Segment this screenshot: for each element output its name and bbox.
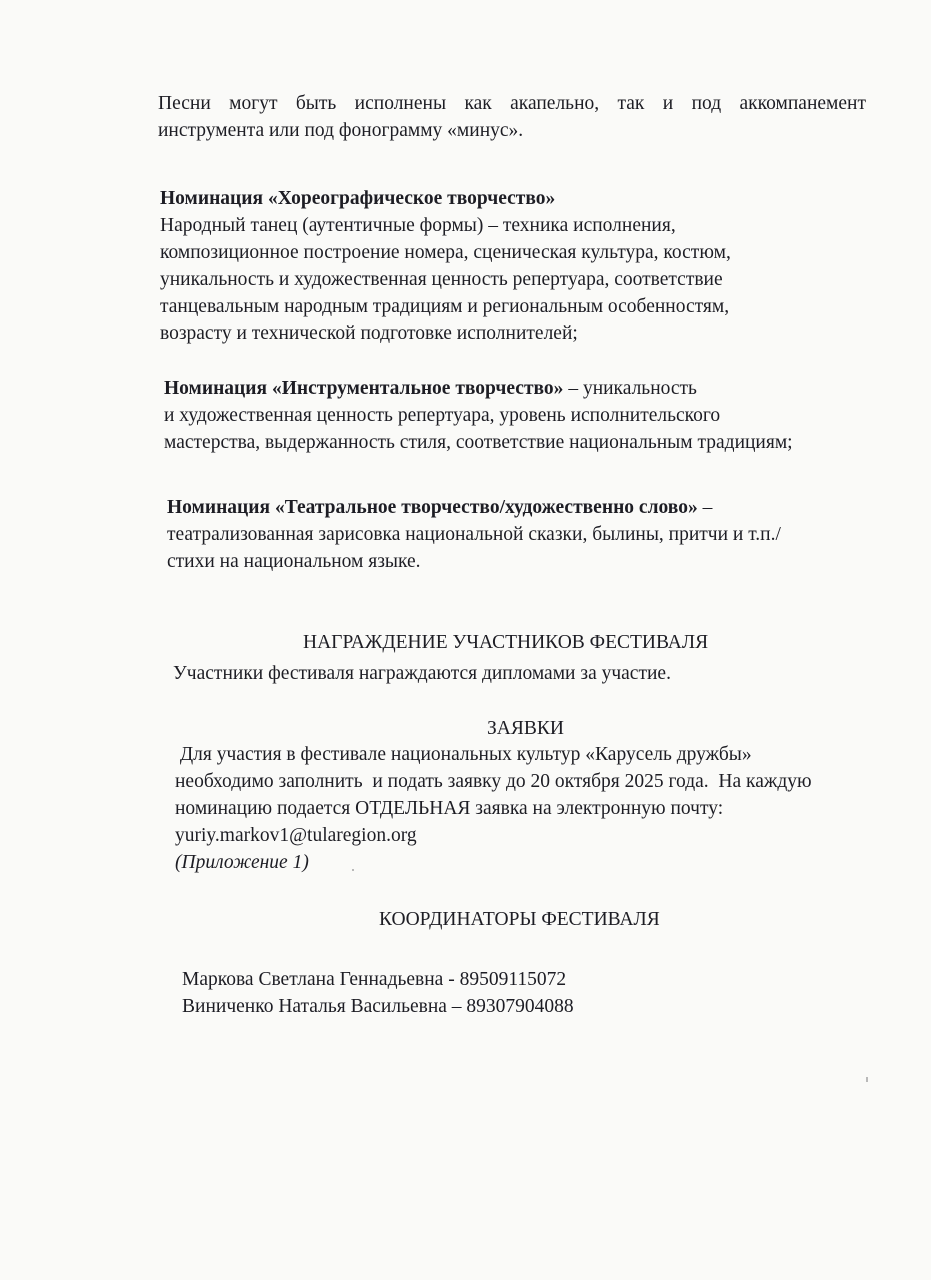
scan-speck [352,869,354,871]
theatre-line: театрализованная зарисовка национальной сказки, былины, притчи и т.п./ [167,524,781,545]
theatre-section [167,494,867,575]
awards-heading: НАГРАЖДЕНИЕ УЧАСТНИКОВ ФЕСТИВАЛЯ [303,632,709,653]
applications-body [175,741,865,876]
coordinator-entry: Виниченко Наталья Васильевна – 89307904088 [182,996,574,1017]
appendix-reference: (Приложение 1) [175,852,309,873]
coordinators-list [182,966,782,1020]
choreo-line: возрасту и технической подготовке исполнителей; [160,323,578,344]
intro-line-2: инструмента или под фонограмму «минус». [158,120,524,141]
intro-line-1: Песни могут быть исполнены как акапельно, так и под аккомпанемент [158,93,866,114]
theatre-first-line [167,494,867,521]
choreo-section [160,185,860,347]
instrumental-line: мастерства, выдержанность стиля, соответствие национальным традициям; [164,432,793,453]
theatre-line: стихи на национальном языке. [167,551,421,572]
applications-line: номинацию подается ОТДЕЛЬНАЯ заявка на электронную почту: [175,798,724,819]
applications-line: необходимо заполнить и подать заявку до 20 октября 2025 года. На каждую [175,771,812,792]
choreo-line: танцевальным народным традициям и региональным особенностям, [160,296,730,317]
scan-speck [866,1077,868,1082]
instrumental-first-line [164,375,864,402]
instrumental-section [164,375,864,456]
theatre-title-tail: – [697,497,713,518]
email-address: yuriy.markov1@tularegion.org [175,825,417,846]
applications-line: Для участия в фестивале национальных культур «Карусель дружбы» [175,744,752,765]
coordinator-entry: Маркова Светлана Геннадьевна - 89509115072 [182,969,567,990]
intro-paragraph [158,90,866,144]
instrumental-title: Номинация «Инструментальное творчество» [164,378,564,399]
choreo-line: композиционное построение номера, сценическая культура, костюм, [160,242,731,263]
applications-heading: ЗАЯВКИ [487,718,564,739]
choreo-line: Народный танец (аутентичные формы) – техника исполнения, [160,215,676,236]
coordinators-heading: КООРДИНАТОРЫ ФЕСТИВАЛЯ [379,909,660,930]
instrumental-line: и художественная ценность репертуара, уровень исполнительского [164,405,721,426]
instrumental-title-tail: – уникальность [563,378,697,399]
theatre-title: Номинация «Театральное творчество/художественно слово» [167,497,698,518]
choreo-line: уникальность и художественная ценность репертуара, соответствие [160,269,723,290]
choreo-title: Номинация «Хореографическое творчество» [160,188,556,209]
awards-text: Участники фестиваля награждаются дипломами за участие. [173,663,671,684]
